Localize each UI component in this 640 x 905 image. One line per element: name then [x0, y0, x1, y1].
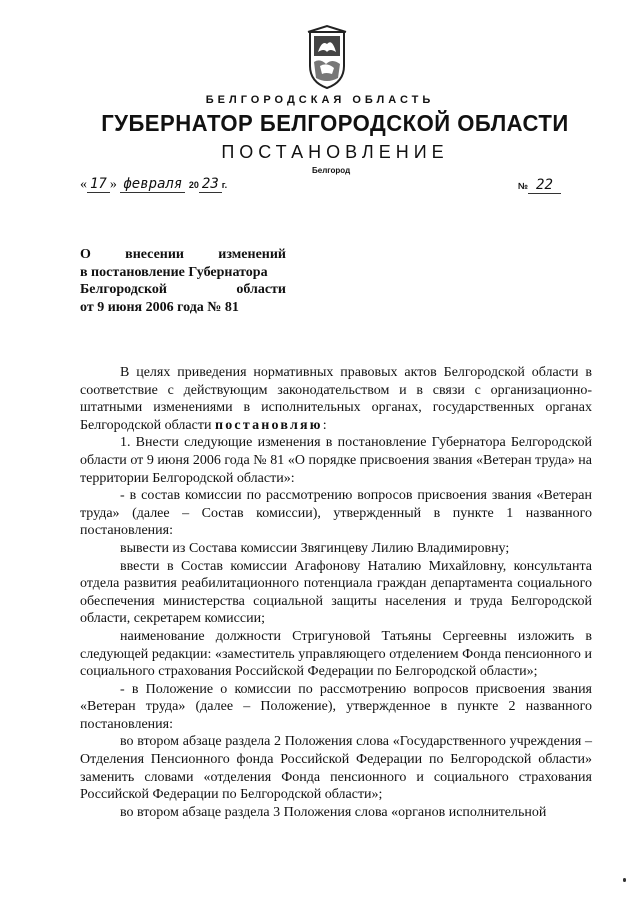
authority-heading: ГУБЕРНАТОР БЕЛГОРОДСКОЙ ОБЛАСТИ [101, 110, 569, 136]
date-month: февраля [120, 176, 185, 193]
body-paragraph: 1. Внести следующие изменения в постановление Губернатора Белгородской области от 9 июня 2006 года № 81 «О порядке присвоения звания «Ветеран труда» на территории Белгородской области»: [80, 435, 592, 486]
city-label: Белгород [312, 166, 351, 175]
subject-line: Белгородской области [80, 282, 286, 298]
subject-line: в постановление Губернатора [80, 264, 268, 280]
date-year-suffix: 23 [199, 176, 222, 193]
document-subject [80, 246, 286, 316]
preamble-end: : [322, 417, 327, 433]
date-day: 17 [87, 176, 110, 193]
date-year-prefix: 20 [188, 180, 199, 190]
body-paragraph: вывести из Состава комиссии Звягинцеву Лилию Владимировну; [120, 540, 510, 556]
date-open-quote: « [80, 177, 87, 192]
preamble-text: В целях приведения нормативных правовых актов Белгородской области в соответствие с действующим законодательством и в связи с организационно-штатными изменениями в исполнительных органах, государственных органах Белгородской области [80, 365, 592, 433]
body-paragraph: - в состав комиссии по рассмотрению вопросов присвоения звания «Ветеран труда» (далее – Состав комиссии), утвержденный в пункте 1 названного постановления: [80, 488, 592, 539]
body-paragraph: наименование должности Стригуновой Татьяны Сергеевны изложить в следующей редакции: «заместитель управляющего отделением Фонда пенсионного и социального страхования Российской Федерации по Белгородской области»; [80, 628, 592, 680]
body-paragraph: во втором абзаце раздела 2 Положения слова «Государственного учреждения – Отделения Пенсионного фонда Российской Федерации по Белгородской области» заменить словами «отделения Фонда пенсионного и социального страхования Российской Федерации по Белгородской области»; [80, 734, 592, 803]
document-body [80, 364, 592, 821]
document-date [80, 176, 227, 193]
body-paragraph: - в Положение о комиссии по рассмотрению вопросов присвоения звания «Ветеран труда» (далее – Положение), утвержденное в пункте 2 названного постановления: [80, 681, 592, 732]
region-heading: БЕЛГОРОДСКАЯ ОБЛАСТЬ [205, 94, 435, 106]
date-close-quote: » [109, 177, 117, 192]
subject-line: О внесении изменений [80, 247, 286, 262]
number-value: 22 [528, 177, 561, 194]
resolve-word: постановляю [214, 417, 323, 433]
scan-speck [623, 878, 626, 882]
number-label: № [518, 181, 529, 191]
subject-line: от 9 июня 2006 года № 81 [80, 299, 239, 315]
date-year-abbr: г. [221, 180, 228, 190]
body-paragraph: во втором абзаце раздела 3 Положения слова «органов исполнительной [120, 804, 547, 820]
document-type-heading: ПОСТАНОВЛЕНИЕ [221, 142, 449, 162]
body-paragraph: ввести в Состав комиссии Агафонову Наталию Михайловну, консультанта отдела развития реабилитационного потенциала граждан департамента социального обеспечения министерства социальной защиты населения и труда Белгородской области, секретарем комиссии; [80, 558, 592, 627]
belgorod-coat-of-arms-icon [296, 22, 358, 90]
preamble-paragraph [80, 364, 592, 434]
document-number [518, 176, 561, 194]
